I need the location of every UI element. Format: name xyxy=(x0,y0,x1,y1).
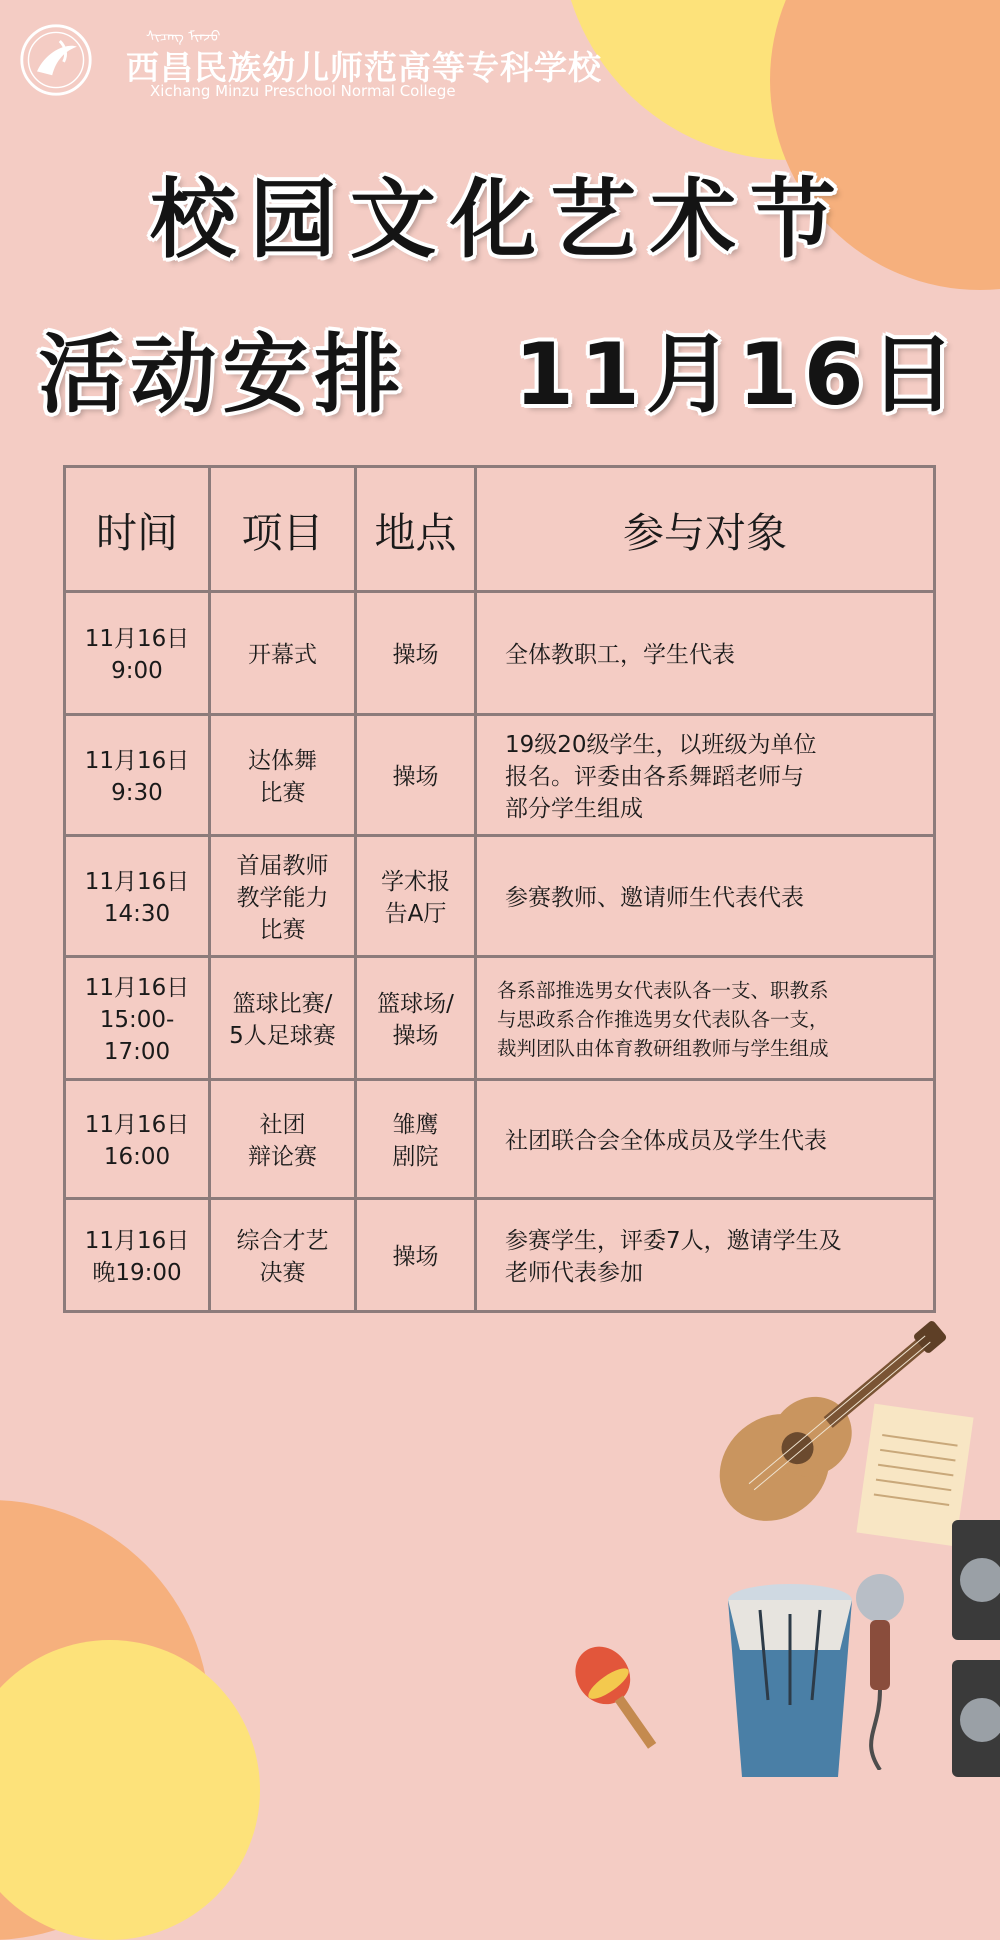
school-logo xyxy=(18,18,602,100)
microphone-icon xyxy=(850,1570,910,1770)
logo-name-cn: 西昌民族幼儿师范高等专科学校 xyxy=(126,48,602,87)
table-row xyxy=(66,834,933,958)
table-row xyxy=(66,955,933,1081)
row-participants: 19级20级学生，以班级为单位 报名。评委由各系舞蹈老师与 部分学生组成 xyxy=(474,716,933,837)
row-time: 11月16日 9:30 xyxy=(84,747,190,806)
row-time: 11月16日 16:00 xyxy=(84,1111,190,1170)
logo-name-en: Xichang Minzu Preschool Normal College xyxy=(150,82,456,100)
row-event: 综合才艺 决赛 xyxy=(208,1200,354,1313)
drum-icon xyxy=(720,1580,860,1777)
row-place: 操场 xyxy=(354,1200,474,1313)
row-place: 学术报 告A厅 xyxy=(354,837,474,958)
table-header-row xyxy=(66,468,933,590)
row-event: 社团 辩论赛 xyxy=(208,1081,354,1200)
row-event: 开幕式 xyxy=(208,593,354,716)
logo-emblem-icon xyxy=(18,22,94,98)
row-place: 篮球场/ 操场 xyxy=(354,958,474,1081)
table-row xyxy=(66,590,933,716)
speaker-icon xyxy=(952,1520,1000,1777)
row-participants: 参赛教师、邀请师生代表代表 xyxy=(474,837,933,958)
row-place: 雏鹰 剧院 xyxy=(354,1081,474,1200)
schedule-table xyxy=(63,465,936,1313)
row-time: 11月16日 14:30 xyxy=(84,868,190,927)
logo-script-text: ᠰᠢᠴᠠᠩ ᠮᠢᠨᠵᠦ xyxy=(146,29,221,45)
row-time: 11月16日 晚19:00 xyxy=(84,1227,190,1286)
row-place: 操场 xyxy=(354,593,474,716)
row-time: 11月16日 15:00- 17:00 xyxy=(84,974,190,1065)
page-subtitle: 活动安排 11月16日 xyxy=(38,325,962,425)
decor-circle-yellow-bottom xyxy=(0,1640,260,1940)
header-place: 地点 xyxy=(354,468,474,590)
row-time: 11月16日 9:00 xyxy=(84,625,190,684)
maracas-icon xyxy=(560,1640,680,1760)
row-place: 操场 xyxy=(354,716,474,837)
row-event: 首届教师 教学能力 比赛 xyxy=(208,837,354,958)
page-title: 校园文化艺术节 xyxy=(150,170,850,270)
row-participants: 参赛学生，评委7人，邀请学生及 老师代表参加 xyxy=(474,1200,933,1313)
header-participants: 参与对象 xyxy=(474,468,933,590)
table-row xyxy=(66,1078,933,1200)
table-row xyxy=(66,713,933,837)
row-participants: 各系部推选男女代表队各一支、职教系 与思政系合作推选男女代表队各一支， 裁判团队由体育教研组教师与学生组成 xyxy=(474,958,933,1081)
header-event: 项目 xyxy=(208,468,354,590)
row-event: 篮球比赛/ 5人足球赛 xyxy=(208,958,354,1081)
row-event: 达体舞 比赛 xyxy=(208,716,354,837)
row-participants: 全体教职工，学生代表 xyxy=(474,593,933,716)
row-participants: 社团联合会全体成员及学生代表 xyxy=(474,1081,933,1200)
header-time: 时间 xyxy=(96,508,178,557)
